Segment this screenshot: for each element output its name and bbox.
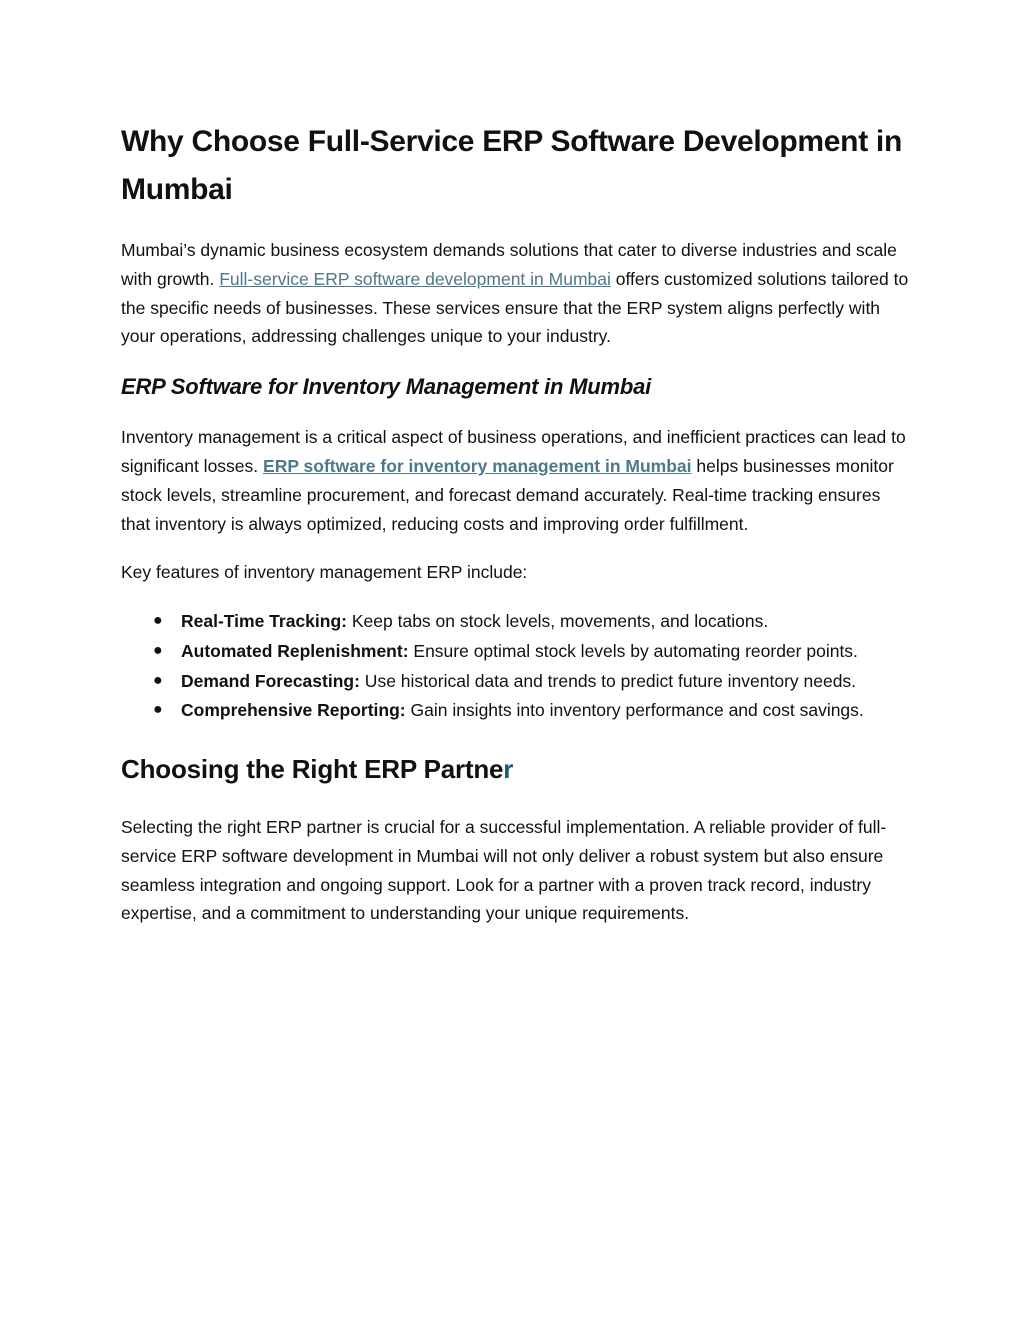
bullet-icon: ● [153,641,163,659]
feature-title: Real-Time Tracking: [181,611,347,632]
intro-text-after: offers customized solutions tailored to the specific needs of businesses. These services ensure that the ERP system aligns perfectly with your operations, addressing challenges unique to your industry. [121,268,909,347]
feature-title: Comprehensive Reporting: [181,700,406,721]
page-title: Why Choose Full-Service ERP Software Development in Mumbai [121,125,902,206]
inventory-section-heading: ERP Software for Inventory Management in Mumbai [121,374,652,400]
inventory-paragraph [121,423,911,538]
feature-text: Ensure optimal stock levels by automating reorder points. [408,640,858,661]
list-item [153,637,911,666]
inventory-text-after: helps businesses monitor stock levels, streamline procurement, and forecast demand accurately. Real-time tracking ensures that inventory is always optimized, reducing costs and improving order fulfillment. [121,455,894,534]
features-list [121,607,911,725]
partner-paragraph: Selecting the right ERP partner is crucial for a successful implementation. A reliable provider of full-service ERP software development in Mumbai will not only deliver a robust system but also ensure seamless integration and ongoing support. Look for a partner with a proven track record, industry expertise, and a commitment to understanding your unique requirements. [121,817,887,924]
feature-title: Demand Forecasting: [181,670,360,691]
bullet-icon: ● [153,612,163,630]
bullet-icon: ● [153,671,163,689]
inventory-text-before: Inventory management is a critical aspect of business operations, and inefficient practices can lead to significant losses. [121,427,906,476]
list-item [153,667,911,696]
list-item [153,607,911,636]
list-item [153,696,911,725]
feature-text: Keep tabs on stock levels, movements, and locations. [347,611,769,632]
document-page [121,118,911,948]
features-intro: Key features of inventory management ERP include: [121,562,528,583]
full-service-erp-link[interactable]: Full-service ERP software development in Mumbai [219,268,611,289]
partner-heading-main: Choosing the Right ERP Partne [121,754,504,785]
partner-heading-last-letter: r [503,754,514,785]
partner-section-heading [121,749,911,789]
intro-paragraph [121,236,911,351]
feature-text: Use historical data and trends to predict future inventory needs. [359,670,857,691]
feature-text: Gain insights into inventory performance and cost savings. [405,700,864,721]
inventory-erp-link[interactable]: ERP software for inventory management in Mumbai [263,455,692,476]
feature-title: Automated Replenishment: [181,640,409,661]
bullet-icon: ● [153,701,163,719]
intro-text-before: Mumbai’s dynamic business ecosystem demands solutions that cater to diverse industries and scale with growth. [121,240,897,289]
